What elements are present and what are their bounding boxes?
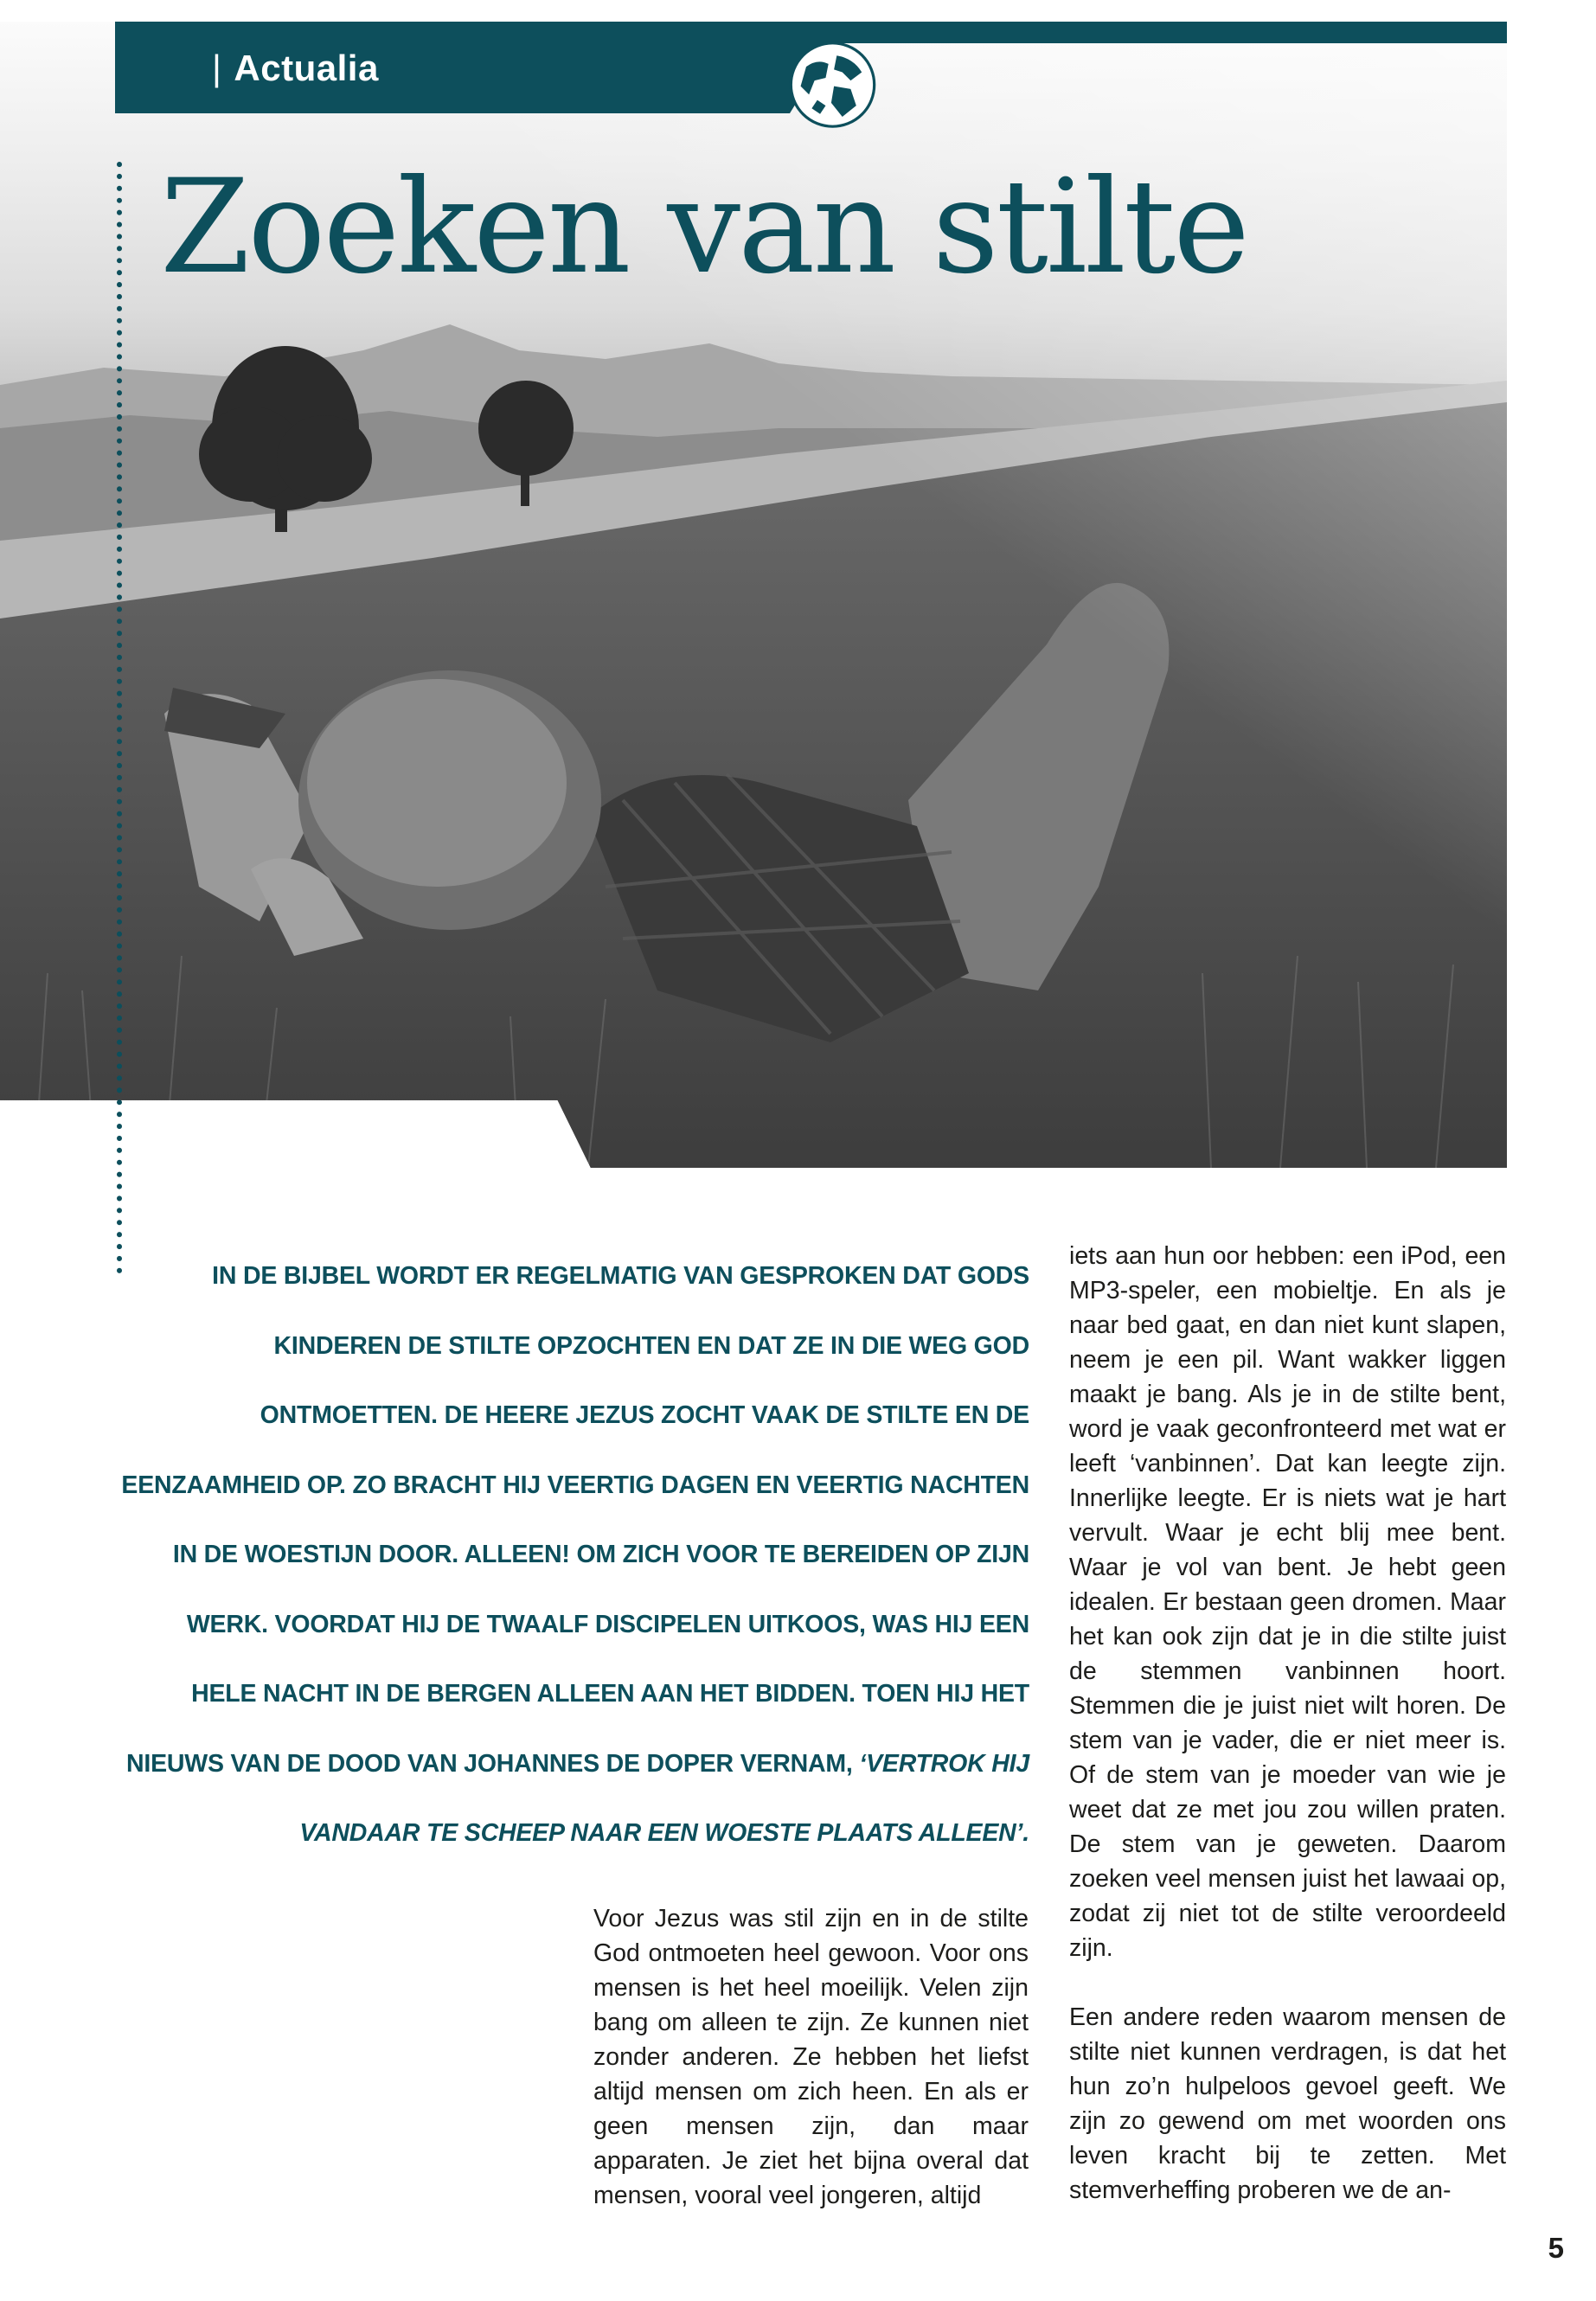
section-header bbox=[115, 22, 1507, 113]
body-paragraph: Voor Jezus was stil zijn en in de stilte God ontmoeten heel gewoon. Voor ons mensen is het heel moeilijk. Velen zijn bang om alleen te zijn. Ze kunnen niet zonder anderen. Ze hebben het liefst altijd mensen om zich heen. En als er geen mensen zijn, dan maar apparaten. Je ziet het bijna overal dat mensen, vooral veel jongeren, altijd bbox=[593, 1905, 1029, 2209]
body-column-right bbox=[1069, 1239, 1506, 2208]
page-title: Zoeken van stilte bbox=[160, 152, 1247, 303]
body-paragraph: Een andere reden waarom mensen de stilte niet kunnen verdragen, is dat het hun zo’n hulpeloos gevoel geeft. We zijn zo gewend om met woorden ons leven kracht bij te zetten. Met stemverheffing proberen we de an- bbox=[1069, 2003, 1506, 2204]
section-separator: | bbox=[212, 48, 222, 88]
lead-text: IN DE BIJBEL WORDT ER REGELMATIG VAN GESPROKEN DAT GODS KINDEREN DE STILTE OPZOCHTEN EN DAT ZE IN DIE WEG GOD ONTMOETTEN. DE HEERE JEZUS ZOCHT VAAK DE STILTE EN DE EENZAAMHEID OP. ZO BRACHT HIJ VEERTIG DAGEN EN VEERTIG NACHTEN IN DE WOESTIJN DOOR. ALLEEN! OM ZICH VOOR TE BEREIDEN OP ZIJN WERK. VOORDAT HIJ DE TWAALF DISCIPELEN UITKOOS, WAS HIJ EEN HELE NACHT IN DE BERGEN ALLEEN AAN HET BIDDEN. TOEN HIJ HET NIEUWS VAN DE DOOD VAN JOHANNES DE DOPER VERNAM, bbox=[121, 1262, 1029, 1778]
lead-paragraph bbox=[121, 1241, 1029, 1868]
section-label bbox=[212, 42, 379, 94]
section-name: Actualia bbox=[234, 48, 379, 88]
body-column-middle bbox=[593, 1901, 1029, 2213]
page-number: 5 bbox=[1548, 2232, 1564, 2264]
dotted-divider bbox=[115, 160, 124, 1276]
body-paragraph: iets aan hun oor hebben: een iPod, een MP3-speler, een mobieltje. En als je naar bed gaat, en dan niet kunt slapen, neem je een pil. Want wakker liggen maakt je bang. Als je in de stilte bent, word je vaak geconfronteerd met wat er leeft ‘vanbinnen’. Dat kan leegte zijn. Innerlijke leegte. Er is niets wat je hart vervult. Waar je echt blij mee bent. Waar je vol van bent. Je hebt geen idealen. Er bestaan geen dromen. Maar het kan ook zijn dat je in die stilte juist de stemmen vanbinnen hoort. Stemmen die je juist niet wilt horen. De stem van je vader, die er niet meer is. Of de stem van je moeder van wie je weet dat ze met jou zou willen praten. De stem van je geweten. Daarom zoeken veel mensen juist het lawaai op, zodat zij niet tot de stilte veroordeeld zijn. bbox=[1069, 1242, 1506, 1962]
globe-icon bbox=[137, 39, 194, 96]
lead-quote: ‘VERTROK HIJ VANDAAR TE SCHEEP NAAR EEN WOESTE PLAATS ALLEEN’. bbox=[299, 1749, 1029, 1847]
